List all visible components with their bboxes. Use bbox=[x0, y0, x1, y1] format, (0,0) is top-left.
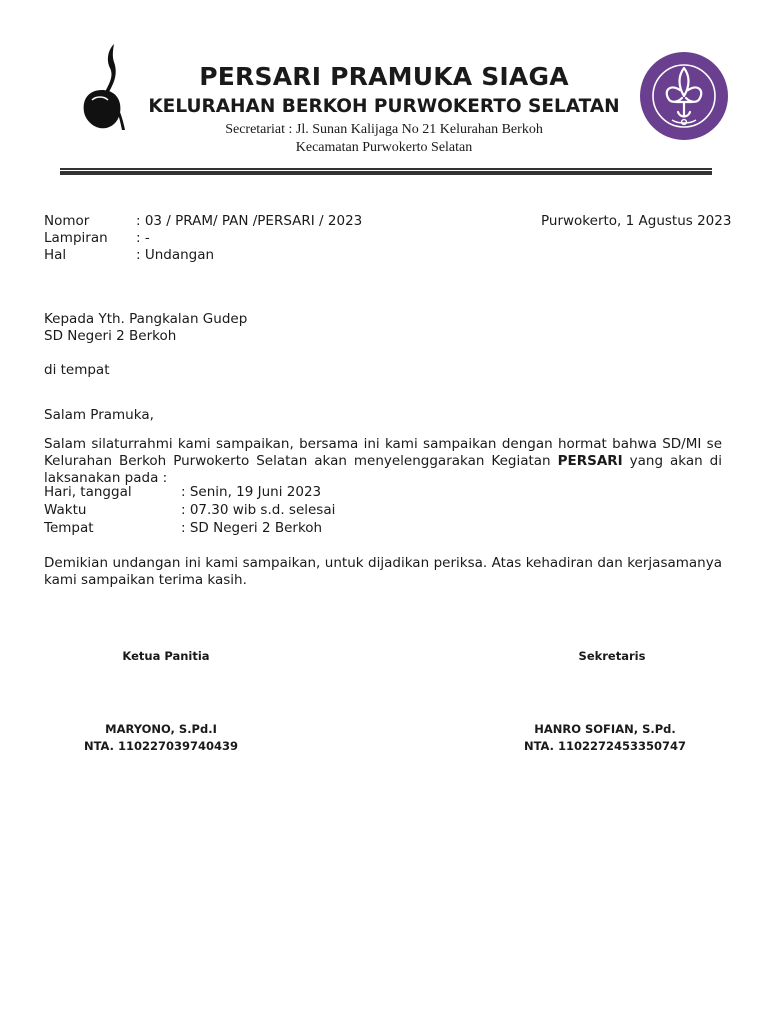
closing-paragraph: Demikian undangan ini kami sampaikan, untuk dijadikan periksa. Atas kehadiran dan kerjasamanya kami sampaikan terima kasih. bbox=[44, 555, 722, 588]
schedule-day-label: Hari, tanggal bbox=[44, 484, 132, 500]
wosm-emblem bbox=[638, 50, 730, 142]
paragraph-invitation-text: Salam silaturrahmi kami sampaikan, bersama ini kami sampaikan dengan hormat bahwa SD/MI se Kelurahan Berkoh Purwokerto Selatan akan menyelenggarakan Kegiatan bbox=[44, 436, 722, 469]
letterhead-subtitle: KELURAHAN BERKOH PURWOKERTO SELATAN bbox=[148, 96, 620, 117]
right-signer-name: HANRO SOFIAN, S.Pd. bbox=[534, 722, 676, 736]
paragraph-invitation-tail: yang akan di laksanakan pada : bbox=[44, 453, 723, 486]
schedule-place-label: Tempat bbox=[44, 520, 94, 536]
tunas-kelapa-logo bbox=[78, 42, 128, 132]
schedule-place-value: : SD Negeri 2 Berkoh bbox=[181, 520, 323, 536]
recipient-line-2: SD Negeri 2 Berkoh bbox=[44, 328, 177, 344]
paragraph-invitation bbox=[44, 436, 722, 487]
header-divider-thick bbox=[60, 171, 712, 175]
schedule-time-value: : 07.30 wib s.d. selesai bbox=[181, 502, 336, 518]
nomor-label: Nomor bbox=[44, 213, 90, 229]
lampiran-label: Lampiran bbox=[44, 230, 108, 246]
letterhead-title: PERSARI PRAMUKA SIAGA bbox=[199, 62, 569, 91]
left-signer-id: NTA. 110227039740439 bbox=[83, 739, 239, 753]
right-signer-id: NTA. 1102272453350747 bbox=[523, 739, 687, 753]
left-signer-role: Ketua Panitia bbox=[122, 649, 210, 663]
address-line-2: Kecamatan Purwokerto Selatan bbox=[295, 140, 473, 155]
address-line-1: Secretariat : Jl. Sunan Kalijaga No 21 Kelurahan Berkoh bbox=[225, 122, 543, 137]
schedule-day-value: : Senin, 19 Juni 2023 bbox=[181, 484, 322, 500]
left-signer-name: MARYONO, S.Pd.I bbox=[105, 722, 217, 736]
recipient-line-3: di tempat bbox=[44, 362, 110, 378]
hal-value: : Undangan bbox=[136, 247, 215, 263]
event-name: PERSARI bbox=[557, 453, 623, 469]
hal-label: Hal bbox=[44, 247, 67, 263]
schedule-time-label: Waktu bbox=[44, 502, 87, 518]
greeting: Salam Pramuka, bbox=[44, 407, 154, 423]
right-signer-role: Sekretaris bbox=[578, 649, 646, 663]
nomor-value: : 03 / PRAM/ PAN /PERSARI / 2023 bbox=[136, 213, 363, 229]
place-date: Purwokerto, 1 Agustus 2023 bbox=[541, 213, 732, 229]
header-divider-thin bbox=[60, 168, 712, 170]
lampiran-value: : - bbox=[136, 230, 150, 246]
recipient-line-1: Kepada Yth. Pangkalan Gudep bbox=[44, 311, 248, 327]
